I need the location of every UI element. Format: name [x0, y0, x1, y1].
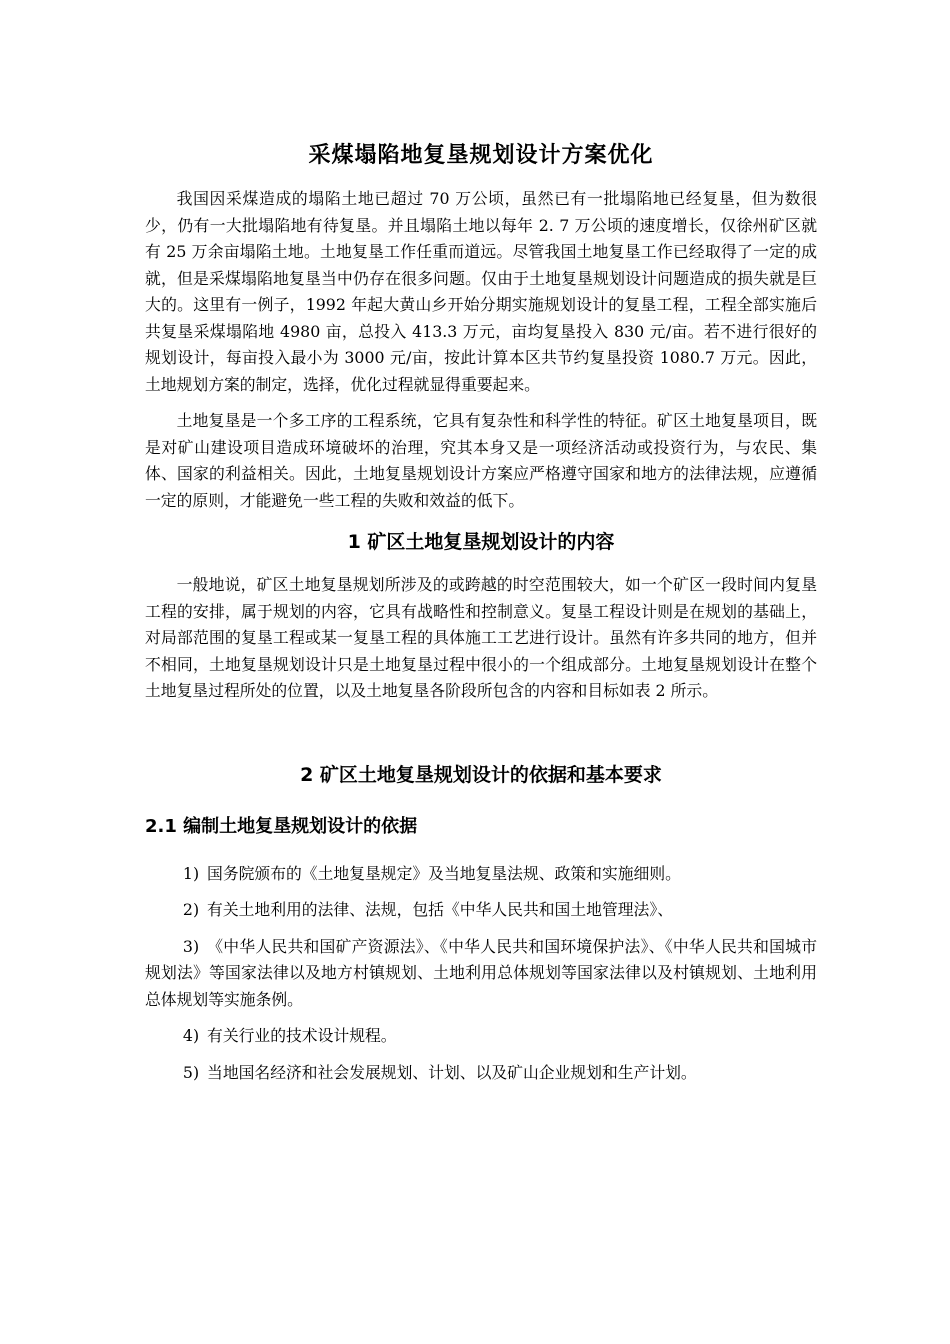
list-item-number: 1) [182, 863, 200, 883]
list-item-text: 当地国名经济和社会发展规划、计划、以及矿山企业规划和生产计划。 [207, 1062, 697, 1082]
list-item [145, 897, 817, 924]
section-2-heading: 2 矿区土地复垦规划设计的依据和基本要求 [300, 763, 662, 786]
intro-paragraph-1: 我国因采煤造成的塌陷土地已超过 70 万公顷，虽然已有一批塌陷地已经复垦，但为数很少，仍有一大批塌陷地有待复垦。并且塌陷土地以每年 2. 7 万公顷的速度增长，仅徐州矿区就有 25 万余亩塌陷土地。土地复垦工作任重而道远。尽管我国土地复垦工作已经取得了一定的成就，但是采煤塌陷地复垦当中仍存在很多问题。仅由于土地复垦规划设计问题造成的损失就是巨大的。这里有一例子，1992 年起大黄山乡开始分期实施规划设计的复垦工程，工程全部实施后共复垦采煤塌陷地 4980 亩，总投入 413.3 万元，亩均复垦投入 830 元/亩。若不进行很好的规划设计，每亩投入最小为 3000 元/亩，按此计算本区共节约复垦投资 1080.7 万元。因此，土地规划方案的制定，选择，优化过程就显得重要起来。 [145, 189, 817, 394]
list-item-number: 3) [182, 936, 200, 956]
document-title: 采煤塌陷地复垦规划设计方案优化 [308, 143, 654, 168]
document-page [145, 140, 817, 1096]
list-item-text: 有关土地利用的法律、法规，包括《中华人民共和国土地管理法》、 [207, 900, 674, 919]
list-item-number: 4) [182, 1026, 200, 1045]
section-1-paragraph: 一般地说，矿区土地复垦规划所涉及的或跨越的时空范围较大，如一个矿区一段时间内复垦工程的安排，属于规划的内容，它具有战略性和控制意义。复垦工程设计则是在规划的基础上，对局部范围的复垦工程或某一复垦工程的具体施工工艺进行设计。虽然有许多共同的地方，但并不相同，土地复垦规划设计只是土地复垦过程中很小的一个组成部分。土地复垦规划设计在整个土地复垦过程所处的位置，以及土地复垦各阶段所包含的内容和目标如表 2 所示。 [145, 575, 817, 700]
basis-list [145, 861, 817, 1087]
section-1-heading: 1 矿区土地复垦规划设计的内容 [347, 531, 615, 553]
list-item-text: 有关行业的技术设计规程。 [207, 1026, 397, 1045]
list-item-number: 2) [182, 900, 200, 919]
subsection-2-1-heading: 2.1 编制土地复垦规划设计的依据 [145, 815, 418, 837]
list-item [145, 861, 817, 888]
list-item-number: 5) [182, 1062, 200, 1082]
list-item [145, 1023, 817, 1050]
list-item [145, 1060, 817, 1087]
list-item-text: 《中华人民共和国矿产资源法》、《中华人民共和国环境保护法》、《中华人民共和国城市规划法》等国家法律以及地方村镇规划、土地利用总体规划等国家法律以及村镇规划、土地利用总体规划等实施条例。 [145, 936, 817, 1009]
intro-paragraph-2: 土地复垦是一个多工序的工程系统，它具有复杂性和科学性的特征。矿区土地复垦项目，既是对矿山建设项目造成环境破坏的治理，究其本身又是一项经济活动或投资行为，与农民、集体、国家的利益相关。因此，土地复垦规划设计方案应严格遵守国家和地方的法律法规，应遵循一定的原则，才能避免一些工程的失败和效益的低下。 [145, 411, 817, 510]
list-item [145, 934, 817, 1014]
list-item-text: 国务院颁布的《土地复垦规定》及当地复垦法规、政策和实施细则。 [207, 863, 681, 883]
